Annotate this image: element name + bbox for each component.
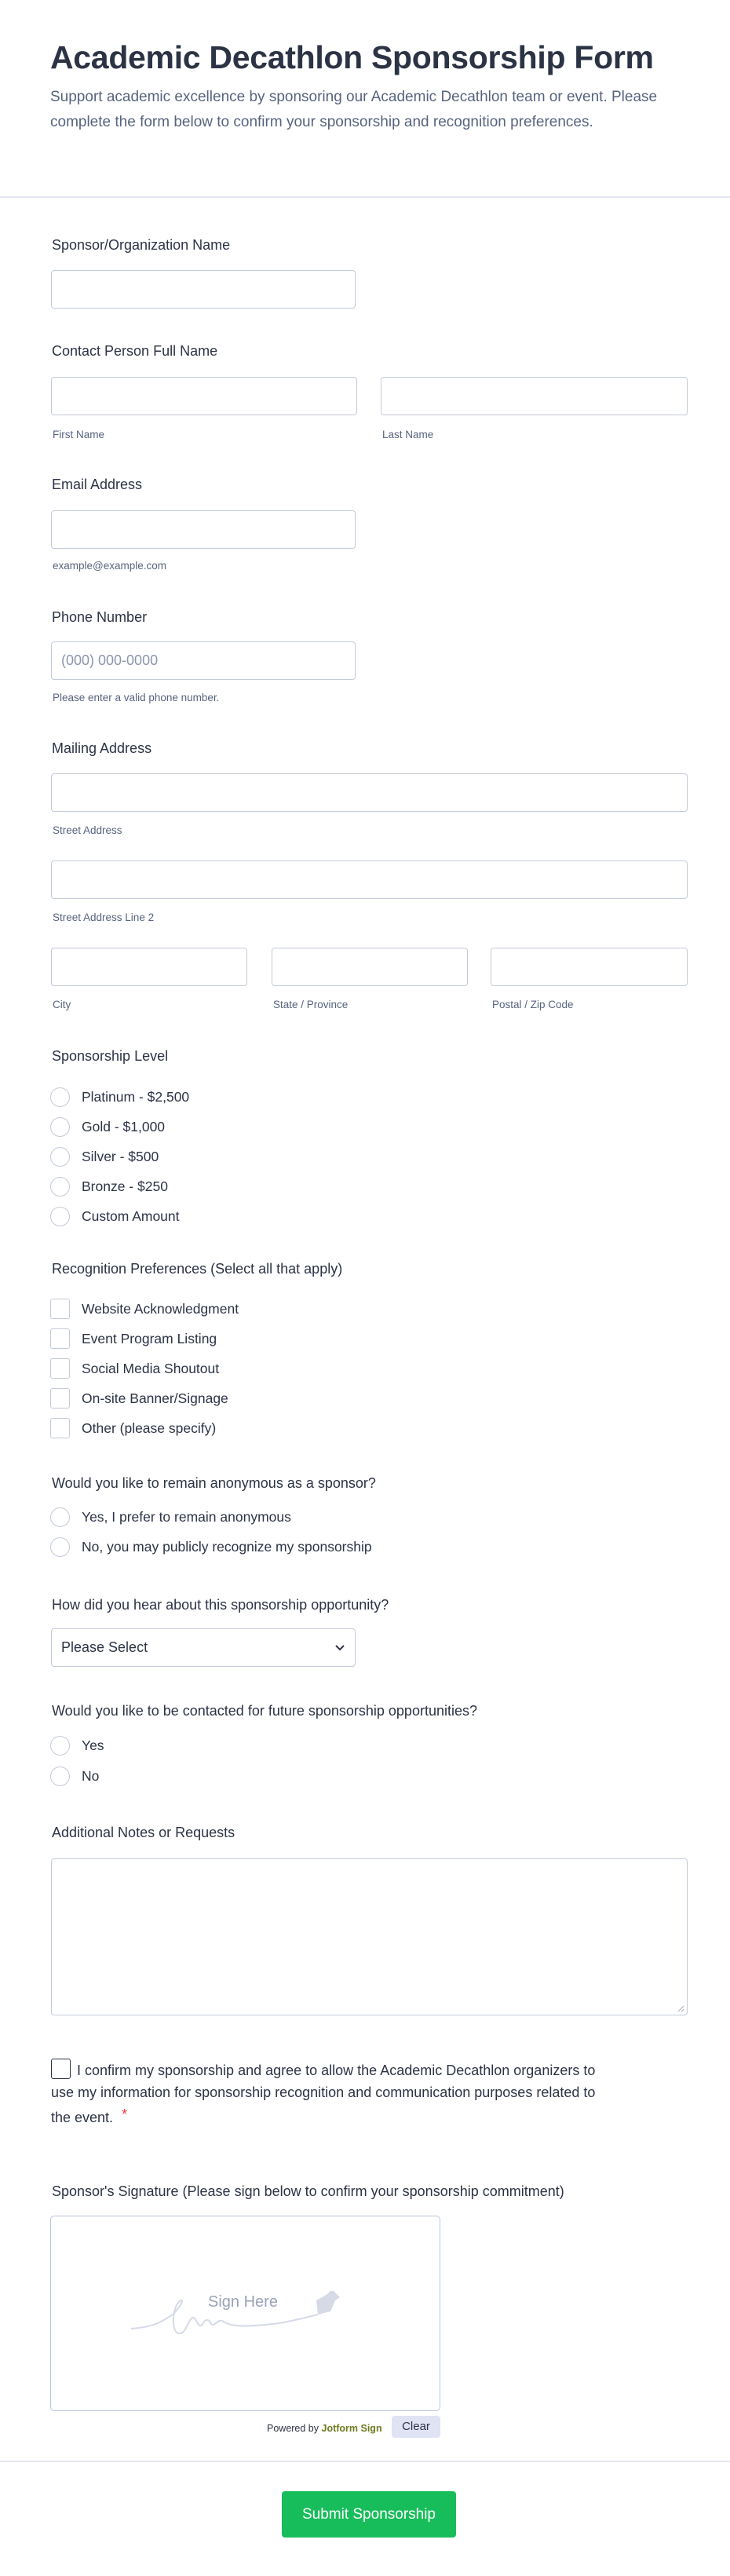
radio-circle[interactable] — [50, 1117, 70, 1137]
clear-signature-button[interactable]: Clear — [392, 2416, 440, 2438]
email-input[interactable] — [51, 510, 356, 549]
state-sublabel: State / Province — [273, 999, 349, 1010]
sponsor-name-label: Sponsor/Organization Name — [52, 237, 231, 253]
consent-text: I confirm my sponsorship and agree to allow the Academic Decathlon organizers to use my information for sponsorship recognition and communication purposes related to the event. — [51, 2063, 596, 2125]
sponsor-name-input[interactable] — [51, 270, 356, 309]
option-label: No, you may publicly recognize my sponsorship — [82, 1538, 372, 1555]
radio-circle[interactable] — [50, 1537, 70, 1557]
option-label: On-site Banner/Signage — [82, 1390, 228, 1406]
future-contact-label: Would you like to be contacted for future sponsorship opportunities? — [52, 1703, 477, 1719]
option-label: Social Media Shoutout — [82, 1360, 220, 1376]
option-label: Gold - $1,000 — [82, 1118, 166, 1135]
street-address-line2-sublabel: Street Address Line 2 — [53, 912, 155, 923]
option-label: Website Acknowledgment — [82, 1300, 239, 1317]
radio-platinum[interactable] — [50, 1087, 189, 1107]
city-input[interactable] — [51, 948, 247, 986]
phone-input[interactable]: (000) 000-0000 — [51, 641, 356, 680]
state-input[interactable] — [272, 948, 468, 986]
phone-sublabel: Please enter a valid phone number. — [53, 692, 220, 703]
notes-textarea[interactable] — [51, 1858, 688, 2015]
recognition-label: Recognition Preferences (Select all that apply) — [52, 1261, 343, 1277]
checkbox-other[interactable] — [50, 1418, 216, 1438]
submit-button[interactable]: Submit Sponsorship — [282, 2491, 456, 2538]
jotform-sign-link[interactable]: Jotform Sign — [321, 2423, 382, 2434]
consent-checkbox[interactable] — [51, 2059, 71, 2079]
hear-about-select[interactable] — [51, 1628, 356, 1667]
option-label: Other (please specify) — [82, 1420, 217, 1436]
sign-here-text: Sign Here — [208, 2293, 278, 2311]
radio-bronze[interactable] — [50, 1176, 168, 1197]
email-sublabel: example@example.com — [53, 560, 167, 572]
radio-circle[interactable] — [50, 1736, 70, 1756]
checkbox-social-media[interactable] — [50, 1358, 219, 1379]
checkbox-box[interactable] — [50, 1328, 70, 1349]
radio-contact-yes[interactable] — [50, 1735, 104, 1756]
zip-sublabel: Postal / Zip Code — [492, 999, 574, 1010]
sponsorship-level-label: Sponsorship Level — [52, 1048, 169, 1064]
radio-circle[interactable] — [50, 1177, 70, 1197]
select-value: Please Select — [61, 1639, 148, 1655]
powered-by-text: Powered by — [267, 2423, 319, 2434]
header-divider — [0, 196, 730, 198]
checkbox-box[interactable] — [50, 1299, 70, 1319]
radio-anonymous-no[interactable] — [50, 1536, 372, 1557]
first-name-sublabel: First Name — [53, 429, 105, 440]
contact-name-label: Contact Person Full Name — [52, 343, 218, 359]
anonymous-label: Would you like to remain anonymous as a sponsor? — [52, 1475, 376, 1491]
powered-by — [267, 2418, 382, 2439]
last-name-input[interactable] — [381, 377, 688, 415]
option-label: Bronze - $250 — [82, 1178, 168, 1194]
radio-circle[interactable] — [50, 1147, 70, 1167]
option-label: Platinum - $2,500 — [82, 1088, 190, 1105]
chevron-down-icon — [334, 1644, 345, 1652]
radio-gold[interactable] — [50, 1116, 165, 1137]
option-label: No — [82, 1767, 100, 1784]
address-label: Mailing Address — [52, 740, 152, 756]
radio-custom-amount[interactable] — [50, 1206, 180, 1226]
form-title: Academic Decathlon Sponsorship Form — [50, 39, 654, 75]
radio-silver[interactable] — [50, 1146, 159, 1167]
option-label: Custom Amount — [82, 1208, 180, 1224]
checkbox-banner[interactable] — [50, 1388, 228, 1409]
email-label: Email Address — [52, 477, 143, 492]
option-label: Yes, I prefer to remain anonymous — [82, 1508, 291, 1525]
footer-divider — [0, 2461, 730, 2462]
consent-field — [51, 2059, 616, 2128]
city-sublabel: City — [53, 999, 71, 1010]
last-name-sublabel: Last Name — [382, 429, 434, 440]
street-address-sublabel: Street Address — [53, 824, 122, 836]
option-label: Event Program Listing — [82, 1330, 217, 1346]
notes-label: Additional Notes or Requests — [52, 1825, 235, 1840]
resize-handle-icon[interactable] — [677, 2004, 684, 2012]
option-label: Silver - $500 — [82, 1148, 159, 1164]
radio-circle[interactable] — [50, 1767, 70, 1786]
radio-circle[interactable] — [50, 1207, 70, 1226]
phone-label: Phone Number — [52, 609, 148, 625]
required-mark: * — [122, 2106, 128, 2122]
radio-contact-no[interactable] — [50, 1766, 99, 1786]
checkbox-box[interactable] — [50, 1388, 70, 1409]
checkbox-event-program[interactable] — [50, 1328, 217, 1349]
hear-about-label: How did you hear about this sponsorship opportunity? — [52, 1597, 389, 1613]
checkbox-box[interactable] — [50, 1418, 70, 1438]
radio-anonymous-yes[interactable] — [50, 1507, 291, 1527]
street-address-line2-input[interactable] — [51, 860, 688, 899]
option-label: Yes — [82, 1737, 104, 1753]
radio-circle[interactable] — [50, 1507, 70, 1527]
signature-pen-icon — [130, 2291, 349, 2338]
signature-label: Sponsor's Signature (Please sign below to confirm your sponsorship commitment) — [52, 2183, 564, 2199]
checkbox-website[interactable] — [50, 1299, 239, 1319]
signature-pad[interactable] — [50, 2216, 440, 2411]
first-name-input[interactable] — [51, 377, 357, 415]
zip-input[interactable] — [491, 948, 688, 986]
street-address-input[interactable] — [51, 773, 688, 812]
radio-circle[interactable] — [50, 1087, 70, 1107]
form-description: Support academic excellence by sponsoring our Academic Decathlon team or event. Please complete the form below to confirm your sponsorship and recognition preferences. — [50, 89, 658, 130]
checkbox-box[interactable] — [50, 1358, 70, 1379]
